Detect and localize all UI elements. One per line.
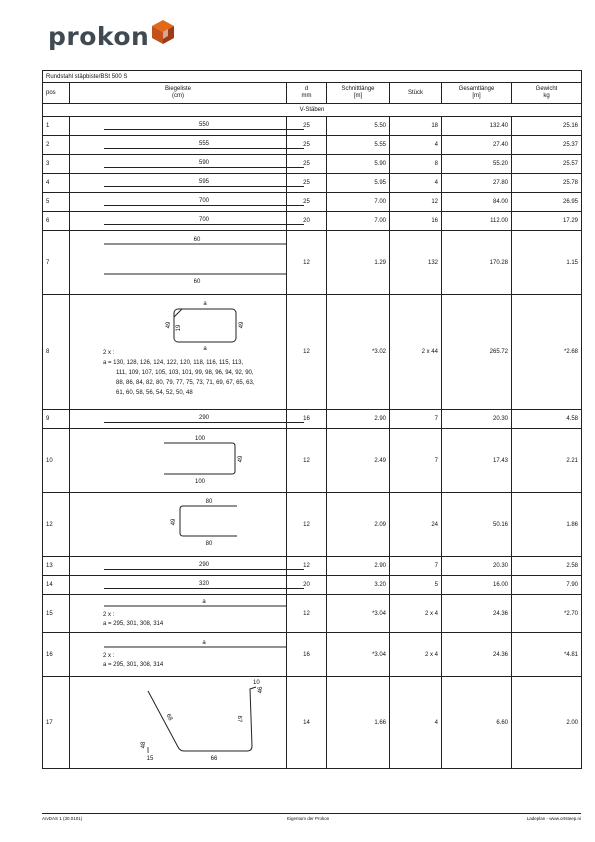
cell-cut-length: 2.90 bbox=[327, 557, 390, 576]
cell-cut-length: 5.50 bbox=[327, 117, 390, 136]
bar-shape-straight bbox=[70, 136, 287, 155]
cell-diameter: 12 bbox=[287, 231, 327, 295]
cell-weight: 7.90 bbox=[512, 576, 582, 595]
note-line: 61, 60, 58, 56, 54, 52, 50, 48 bbox=[116, 390, 193, 396]
note-line: 88, 86, 84, 82, 80, 79, 77, 75, 73, 71, 69, 67, 65, 63, bbox=[116, 380, 255, 386]
bar-length-label: 595 bbox=[198, 179, 209, 185]
cell-count: 7 bbox=[390, 429, 442, 493]
bar-line bbox=[104, 224, 304, 225]
dim-left-slope: 68 bbox=[164, 713, 174, 722]
bar-length-label: 290 bbox=[198, 415, 209, 421]
cell-pos: 14 bbox=[43, 576, 70, 595]
cell-weight: 1.15 bbox=[512, 231, 582, 295]
table-row bbox=[43, 231, 582, 295]
bar-shape-straight bbox=[70, 117, 287, 136]
cell-total-length: 24.36 bbox=[442, 595, 512, 633]
bar-shape-straight bbox=[70, 557, 287, 576]
table-row bbox=[43, 595, 582, 633]
dim-right: 49 bbox=[239, 321, 245, 329]
cell-pos: 12 bbox=[43, 493, 70, 557]
table-row bbox=[43, 212, 582, 231]
footer-center: Eigentum der Prokon bbox=[287, 816, 330, 821]
cell-diameter: 12 bbox=[287, 557, 327, 576]
dim-right-leg: 67 bbox=[235, 715, 243, 723]
cell-cut-length: 5.95 bbox=[327, 174, 390, 193]
cell-total-length: 112.00 bbox=[442, 212, 512, 231]
cell-total-length: 27.40 bbox=[442, 136, 512, 155]
cell-cut-length: *3.04 bbox=[327, 595, 390, 633]
cell-total-length: 20.30 bbox=[442, 410, 512, 429]
col-header-shape bbox=[70, 83, 287, 104]
bar-shape-u bbox=[70, 429, 287, 493]
col-header-weight bbox=[512, 83, 582, 104]
note-line: a = 295, 301, 308, 314 bbox=[103, 662, 164, 668]
cell-cut-length: 2.90 bbox=[327, 410, 390, 429]
cell-total-length: 17.43 bbox=[442, 429, 512, 493]
bar-line bbox=[104, 148, 304, 149]
cell-diameter: 12 bbox=[287, 429, 327, 493]
cell-cut-length: 7.00 bbox=[327, 212, 390, 231]
cell-cut-length: 3.20 bbox=[327, 576, 390, 595]
dim-bottom-hook: 15 bbox=[146, 756, 154, 762]
cell-count: 4 bbox=[390, 136, 442, 155]
cell-pos: 16 bbox=[43, 633, 70, 677]
cell-pos: 3 bbox=[43, 155, 70, 174]
note-line: 2 x : bbox=[103, 653, 115, 659]
dim-top: a bbox=[202, 640, 206, 646]
cell-weight: 2.21 bbox=[512, 429, 582, 493]
col-header-weight-text: Gewicht kg bbox=[535, 86, 558, 99]
u-bar-drawing bbox=[70, 231, 287, 295]
cell-cut-length: 5.55 bbox=[327, 136, 390, 155]
bent-bar-drawing bbox=[70, 677, 287, 769]
bar-shape-straight bbox=[70, 174, 287, 193]
cell-cut-length: 1.66 bbox=[327, 677, 390, 769]
rebar-schedule-table bbox=[42, 70, 582, 769]
cell-total-length: 24.36 bbox=[442, 633, 512, 677]
cell-cut-length: 1.29 bbox=[327, 231, 390, 295]
cell-count: 7 bbox=[390, 410, 442, 429]
cell-count: 24 bbox=[390, 493, 442, 557]
group-label: V-Stäben bbox=[43, 104, 582, 117]
cell-diameter: 16 bbox=[287, 410, 327, 429]
cell-count: 7 bbox=[390, 557, 442, 576]
dim-bottom: 80 bbox=[205, 541, 213, 547]
cell-pos: 10 bbox=[43, 429, 70, 493]
dim-bottom: a bbox=[203, 346, 207, 352]
cell-total-length: 265.72 bbox=[442, 295, 512, 410]
page-footer bbox=[42, 813, 581, 821]
bar-line bbox=[104, 569, 304, 570]
table-row bbox=[43, 557, 582, 576]
cell-weight: *4.81 bbox=[512, 633, 582, 677]
bar-line bbox=[104, 167, 304, 168]
cell-pos: 5 bbox=[43, 193, 70, 212]
cell-count: 4 bbox=[390, 677, 442, 769]
cell-count: 2 x 4 bbox=[390, 633, 442, 677]
cell-count: 132 bbox=[390, 231, 442, 295]
cell-total-length: 132.40 bbox=[442, 117, 512, 136]
cell-count: 2 x 4 bbox=[390, 595, 442, 633]
dim-top: 100 bbox=[194, 436, 206, 442]
dim-top-leg: 46 bbox=[258, 686, 264, 694]
bar-length-label: 590 bbox=[198, 160, 209, 166]
dim-bottom: 66 bbox=[210, 756, 218, 762]
cell-weight: 25.57 bbox=[512, 155, 582, 174]
cell-total-length: 6.60 bbox=[442, 677, 512, 769]
header-row bbox=[43, 83, 582, 104]
dim-bottom: 100 bbox=[194, 479, 206, 485]
cell-count: 5 bbox=[390, 576, 442, 595]
cell-diameter: 25 bbox=[287, 193, 327, 212]
col-header-count: Stück bbox=[390, 83, 442, 104]
bar-shape-straight bbox=[70, 212, 287, 231]
cell-weight: 2.58 bbox=[512, 557, 582, 576]
cube-logo-icon bbox=[151, 19, 175, 45]
table-row bbox=[43, 493, 582, 557]
table-row bbox=[43, 155, 582, 174]
note-line: 111, 109, 107, 105, 103, 101, 99, 98, 96, 94, 92, 90, bbox=[116, 370, 254, 376]
cell-pos: 2 bbox=[43, 136, 70, 155]
cell-cut-length: *3.04 bbox=[327, 633, 390, 677]
bar-length-label: 700 bbox=[198, 217, 209, 223]
cell-count: 12 bbox=[390, 193, 442, 212]
cell-weight: 26.95 bbox=[512, 193, 582, 212]
cell-pos: 13 bbox=[43, 557, 70, 576]
note-line: a = 295, 301, 308, 314 bbox=[103, 621, 164, 627]
note-line: a = 130, 128, 126, 124, 122, 120, 118, 116, 115, 113, bbox=[103, 360, 244, 366]
cell-cut-length: 2.49 bbox=[327, 429, 390, 493]
col-header-shape-text: Biegeliste (cm) bbox=[164, 86, 191, 99]
cell-total-length: 16.00 bbox=[442, 576, 512, 595]
note-line: 2 x : bbox=[103, 350, 115, 356]
bar-shape-straight bbox=[70, 155, 287, 174]
dim-bottom-left-leg: 48 bbox=[141, 741, 147, 749]
bar-shape-straight-variable bbox=[70, 595, 287, 633]
bar-length-label: 700 bbox=[198, 198, 209, 204]
u-bar-drawing bbox=[70, 493, 287, 557]
table-row bbox=[43, 295, 582, 410]
cell-diameter: 12 bbox=[287, 595, 327, 633]
cell-total-length: 84.00 bbox=[442, 193, 512, 212]
logo-text: prokon bbox=[48, 21, 150, 51]
dim-top: a bbox=[202, 599, 206, 605]
cell-pos: 6 bbox=[43, 212, 70, 231]
cell-pos: 4 bbox=[43, 174, 70, 193]
dim-top: 80 bbox=[205, 499, 213, 505]
footer-right: Ladeplan - www.ortsteep.ni bbox=[526, 816, 581, 821]
cell-pos: 17 bbox=[43, 677, 70, 769]
cell-diameter: 25 bbox=[287, 117, 327, 136]
bar-shape-u bbox=[70, 493, 287, 557]
cell-cut-length: 2.09 bbox=[327, 493, 390, 557]
cell-weight: 2.00 bbox=[512, 677, 582, 769]
cell-pos: 15 bbox=[43, 595, 70, 633]
table-row bbox=[43, 136, 582, 155]
cell-weight: 4.58 bbox=[512, 410, 582, 429]
col-header-cut-length-text: Schnittlänge [m] bbox=[341, 86, 375, 99]
table-row bbox=[43, 410, 582, 429]
cell-diameter: 25 bbox=[287, 174, 327, 193]
cell-total-length: 50.16 bbox=[442, 493, 512, 557]
cell-weight: 25.37 bbox=[512, 136, 582, 155]
bar-shape-bent bbox=[70, 677, 287, 769]
cell-weight: 25.78 bbox=[512, 174, 582, 193]
dim-left-b: 19 bbox=[176, 324, 182, 332]
cell-diameter: 16 bbox=[287, 633, 327, 677]
schedule-title: Rundstahl stäpbiste/BSt 500 S bbox=[43, 71, 582, 83]
cell-total-length: 20.30 bbox=[442, 557, 512, 576]
col-header-total-length-text: Gesamtlänge [m] bbox=[458, 86, 495, 99]
cell-diameter: 20 bbox=[287, 212, 327, 231]
col-header-diameter-text: d mm bbox=[301, 86, 312, 99]
bar-shape-straight bbox=[70, 410, 287, 429]
cell-pos: 7 bbox=[43, 231, 70, 295]
col-header-cut-length bbox=[327, 83, 390, 104]
table-row bbox=[43, 174, 582, 193]
cell-total-length: 55.20 bbox=[442, 155, 512, 174]
cell-count: 18 bbox=[390, 117, 442, 136]
cell-total-length: 27.80 bbox=[442, 174, 512, 193]
note-line: 2 x : bbox=[103, 612, 115, 618]
dim-left-a: 49 bbox=[166, 321, 172, 329]
cell-cut-length: 5.90 bbox=[327, 155, 390, 174]
cell-count: 16 bbox=[390, 212, 442, 231]
cell-weight: 25.16 bbox=[512, 117, 582, 136]
cell-pos: 9 bbox=[43, 410, 70, 429]
dim-top: 60 bbox=[193, 237, 201, 243]
cell-diameter: 20 bbox=[287, 576, 327, 595]
cell-count: 8 bbox=[390, 155, 442, 174]
bar-length-label: 290 bbox=[198, 562, 209, 568]
bar-line bbox=[104, 422, 304, 423]
dim-left: 49 bbox=[171, 518, 177, 526]
cell-pos: 8 bbox=[43, 295, 70, 410]
table-row bbox=[43, 193, 582, 212]
dim-top-hook: 10 bbox=[253, 680, 260, 686]
bar-shape-u bbox=[70, 231, 287, 295]
bar-length-label: 550 bbox=[198, 122, 209, 128]
cell-cut-length: *3.02 bbox=[327, 295, 390, 410]
footer-left: ArvDAS 1 (30.0101) bbox=[42, 816, 83, 821]
bar-line bbox=[104, 205, 304, 206]
cell-diameter: 12 bbox=[287, 493, 327, 557]
col-header-diameter bbox=[287, 83, 327, 104]
bar-line bbox=[104, 186, 304, 187]
company-logo bbox=[48, 18, 175, 54]
col-header-total-length bbox=[442, 83, 512, 104]
u-bar-drawing bbox=[70, 429, 287, 493]
table-row bbox=[43, 117, 582, 136]
bar-shape-straight bbox=[70, 193, 287, 212]
dim-bottom: 60 bbox=[193, 279, 201, 285]
cell-total-length: 170.28 bbox=[442, 231, 512, 295]
col-header-pos: pos bbox=[43, 83, 70, 104]
table-row bbox=[43, 633, 582, 677]
cell-weight: *2.68 bbox=[512, 295, 582, 410]
bar-shape-straight-variable bbox=[70, 633, 287, 677]
dim-right: 49 bbox=[238, 455, 244, 463]
bar-line bbox=[104, 588, 304, 589]
bar-shape-stirrup bbox=[70, 295, 287, 410]
cell-diameter: 25 bbox=[287, 136, 327, 155]
cell-diameter: 25 bbox=[287, 155, 327, 174]
cell-weight: 1.86 bbox=[512, 493, 582, 557]
bar-line bbox=[104, 129, 304, 130]
bar-length-label: 555 bbox=[198, 141, 209, 147]
dim-top: a bbox=[203, 301, 207, 307]
cell-count: 4 bbox=[390, 174, 442, 193]
table-row bbox=[43, 429, 582, 493]
cell-diameter: 12 bbox=[287, 295, 327, 410]
bar-shape-straight bbox=[70, 576, 287, 595]
table-row bbox=[43, 576, 582, 595]
bar-length-label: 320 bbox=[198, 581, 209, 587]
cell-weight: *2.70 bbox=[512, 595, 582, 633]
cell-pos: 1 bbox=[43, 117, 70, 136]
cell-diameter: 14 bbox=[287, 677, 327, 769]
cell-count: 2 x 44 bbox=[390, 295, 442, 410]
cell-weight: 17.29 bbox=[512, 212, 582, 231]
cell-cut-length: 7.00 bbox=[327, 193, 390, 212]
table-row bbox=[43, 677, 582, 769]
